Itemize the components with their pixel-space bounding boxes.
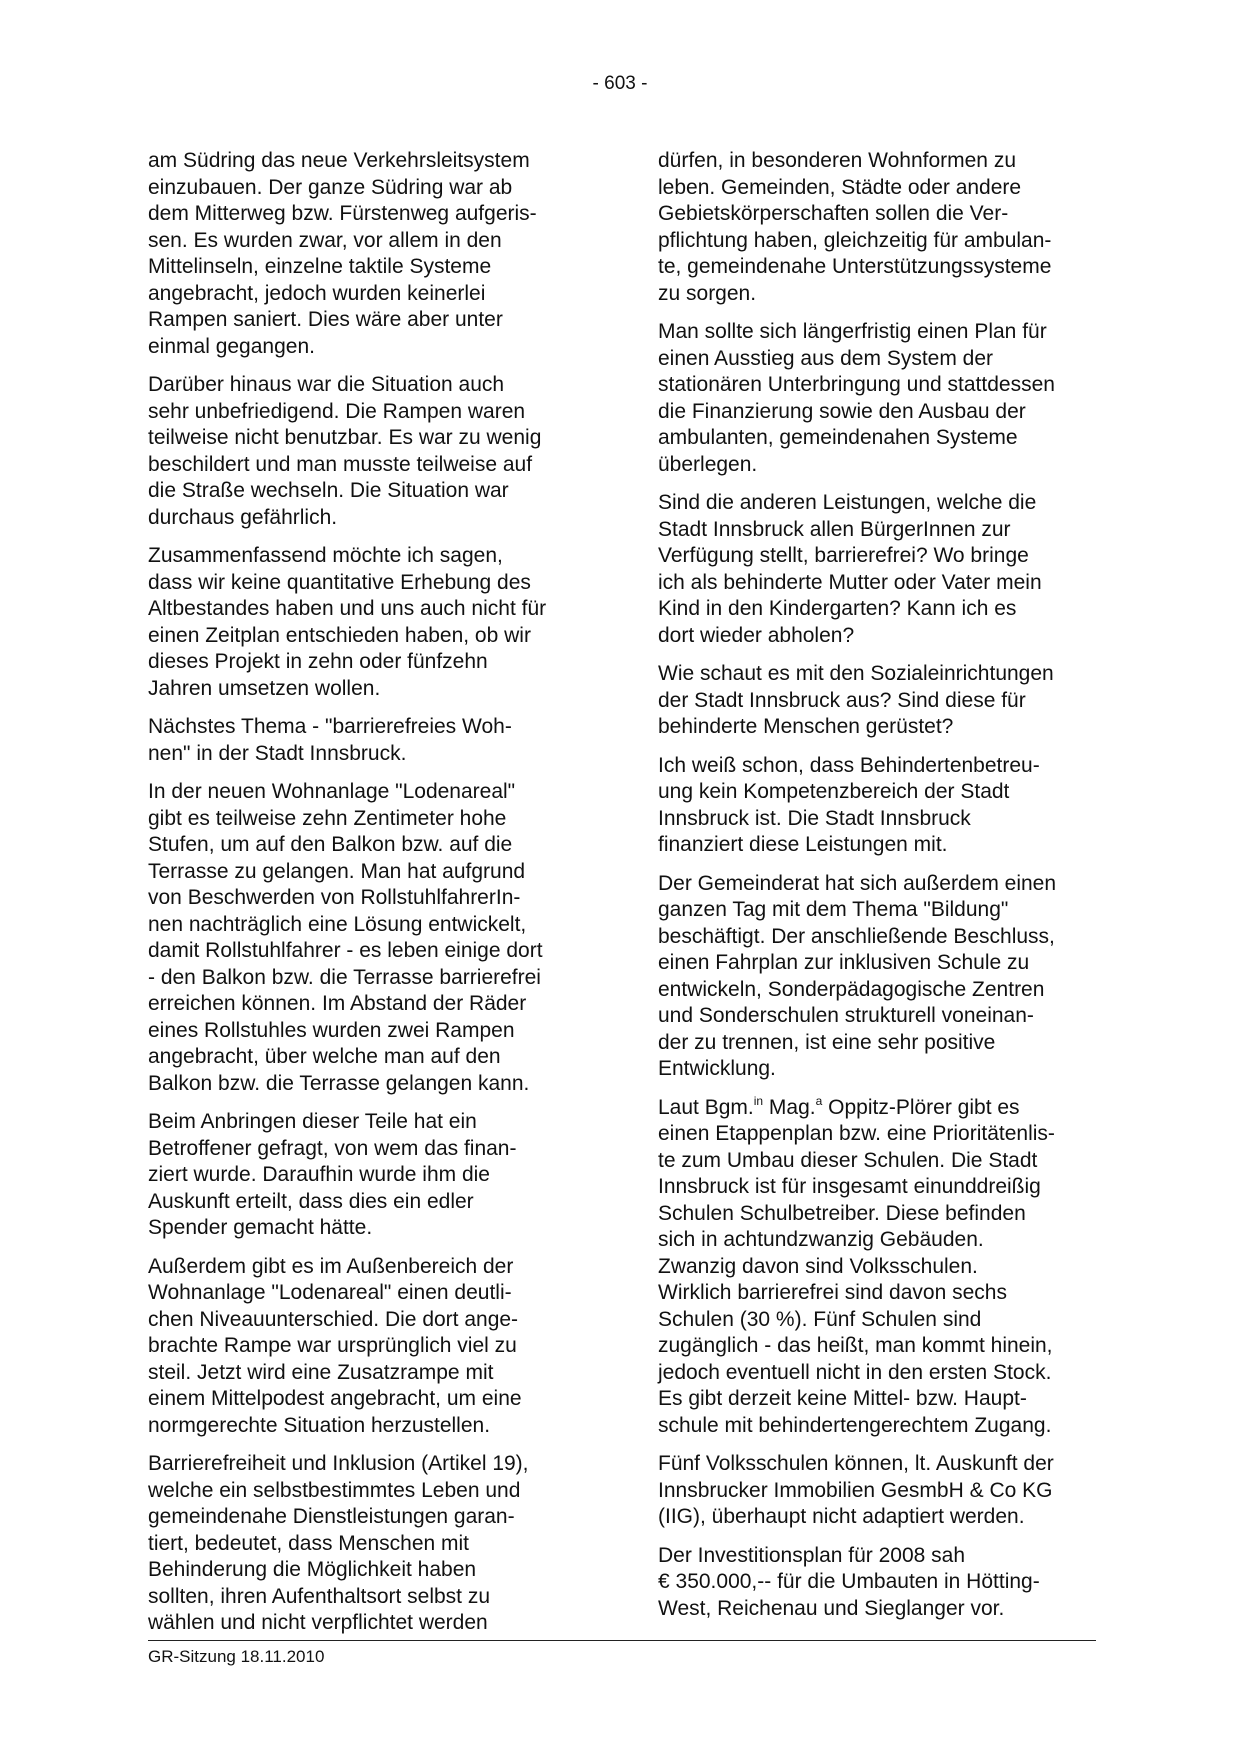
paragraph — [148, 543, 598, 702]
paragraph-line: Sind die anderen Leistungen, welche die — [658, 491, 1037, 514]
paragraph-line: - den Balkon bzw. die Terrasse barrierefrei — [148, 965, 541, 989]
paragraph-line: Nächstes Thema - "barrierefreies Woh- — [148, 715, 512, 738]
paragraph-line: In der neuen Wohnanlage "Lodenareal" — [148, 780, 516, 803]
right-column-intro — [658, 148, 1108, 1083]
paragraph-line: Jahren umsetzen wollen. — [148, 676, 381, 700]
paragraph — [658, 753, 1108, 859]
paragraph-line: tiert, bedeutet, dass Menschen mit — [148, 1531, 469, 1555]
paragraph-line: zu sorgen. — [658, 281, 757, 305]
text-run: Laut Bgm. — [658, 1095, 754, 1119]
paragraph — [658, 661, 1108, 741]
paragraph-line: (IIG), überhaupt nicht adaptiert werden. — [658, 1505, 1025, 1528]
paragraph-line: angebracht, über welche man auf den — [148, 1045, 501, 1068]
paragraph-line: die Straße wechseln. Die Situation war — [148, 479, 509, 502]
text-run: Mag. — [763, 1095, 816, 1119]
page-number: - 603 - — [592, 73, 648, 94]
paragraph-line: finanziert diese Leistungen mit. — [658, 833, 948, 856]
paragraph-line: einmal gegangen. — [148, 334, 315, 358]
paragraph-line: beschildert und man musste teilweise auf — [148, 452, 533, 476]
paragraph-line: te zum Umbau dieser Schulen. Die Stadt — [658, 1148, 1038, 1172]
paragraph-line: Spender gemacht hätte. — [148, 1216, 373, 1239]
paragraph-line: Innsbrucker Immobilien GesmbH & Co KG — [658, 1478, 1053, 1502]
paragraph-line: eines Rollstuhles wurden zwei Rampen — [148, 1018, 515, 1042]
paragraph-line: chen Niveauunterschied. Die dort ange- — [148, 1307, 519, 1331]
paragraph-line: dort wieder abholen? — [658, 623, 855, 647]
paragraph-line: sehr unbefriedigend. Die Rampen waren — [148, 399, 526, 423]
paragraph-line: Mittelinseln, einzelne taktile Systeme — [148, 255, 492, 278]
paragraph-laut-bgm — [658, 1095, 1108, 1440]
paragraph-line — [658, 1095, 1108, 1122]
paragraph-line: leben. Gemeinden, Städte oder andere — [658, 175, 1022, 199]
paragraph-line: überlegen. — [658, 452, 758, 476]
paragraph-line: nen nachträglich eine Lösung entwickelt, — [148, 912, 527, 936]
paragraph-line: Gebietskörperschaften sollen die Ver- — [658, 202, 1009, 225]
paragraph-line: Terrasse zu gelangen. Man hat aufgrund — [148, 859, 526, 883]
paragraph-line: Behinderung die Möglichkeit haben — [148, 1558, 477, 1581]
paragraph — [658, 1543, 1108, 1623]
paragraph — [658, 148, 1108, 307]
paragraph-line: ich als behinderte Mutter oder Vater mein — [658, 570, 1042, 594]
paragraph-line: Es gibt derzeit keine Mittel- bzw. Haupt- — [658, 1387, 1027, 1410]
paragraph-line: jedoch eventuell nicht in den ersten Stock. — [658, 1360, 1052, 1384]
paragraph-line: Verfügung stellt, barrierefrei? Wo bringe — [658, 544, 1029, 567]
paragraph — [658, 490, 1108, 649]
paragraph — [148, 1254, 598, 1440]
paragraph-line: Innsbruck ist für insgesamt einunddreißig — [658, 1175, 1041, 1198]
paragraph-line: ganzen Tag mit dem Thema "Bildung" — [658, 898, 1009, 921]
paragraph-line: sich in achtundzwanzig Gebäuden. — [658, 1228, 984, 1251]
paragraph-line: Darüber hinaus war die Situation auch — [148, 373, 505, 396]
paragraph-line: einen Etappenplan bzw. eine Prioritätenlis- — [658, 1122, 1055, 1145]
paragraph-line: am Südring das neue Verkehrsleitsystem — [148, 149, 530, 172]
paragraph-line: Fünf Volksschulen können, lt. Auskunft der — [658, 1452, 1054, 1475]
paragraph — [148, 714, 598, 767]
paragraph-line: Stadt Innsbruck allen BürgerInnen zur — [658, 517, 1011, 541]
paragraph-line: Zusammenfassend möchte ich sagen, — [148, 544, 503, 567]
paragraph-line: erreichen können. Im Abstand der Räder — [148, 992, 527, 1015]
paragraph — [658, 1451, 1108, 1531]
paragraph-line: der zu trennen, ist eine sehr positive — [658, 1030, 996, 1054]
paragraph-line: damit Rollstuhlfahrer - es leben einige dort — [148, 939, 543, 962]
paragraph-line: Stufen, um auf den Balkon bzw. auf die — [148, 833, 513, 856]
paragraph — [148, 1109, 598, 1242]
paragraph-line: Entwicklung. — [658, 1057, 776, 1080]
paragraph — [658, 871, 1108, 1083]
paragraph-line: ziert wurde. Daraufhin wurde ihm die — [148, 1163, 490, 1186]
paragraph — [148, 372, 598, 531]
paragraph-line: Wie schaut es mit den Sozialeinrichtungen — [658, 662, 1054, 685]
paragraph-line: Beim Anbringen dieser Teile hat ein — [148, 1110, 477, 1133]
superscript-in: in — [753, 1093, 764, 1108]
paragraph-line: Schulen Schulbetreiber. Diese befinden — [658, 1201, 1026, 1225]
text-run: Oppitz-Plörer gibt es — [822, 1095, 1020, 1119]
paragraph-line: einen Zeitplan entschieden haben, ob wir — [148, 623, 531, 647]
paragraph-line: Außerdem gibt es im Außenbereich der — [148, 1254, 514, 1278]
paragraph-line: durchaus gefährlich. — [148, 505, 338, 529]
paragraph-line: Rampen saniert. Dies wäre aber unter — [148, 308, 503, 331]
paragraph-line: von Beschwerden von RollstuhlfahrerIn- — [148, 886, 521, 909]
paragraph-line: Wohnanlage "Lodenareal" einen deutli- — [148, 1281, 512, 1304]
paragraph-line: Schulen (30 %). Fünf Schulen sind — [658, 1307, 982, 1331]
left-text-column — [148, 148, 598, 1649]
paragraph-line: gemeindenahe Dienstleistungen garan- — [148, 1505, 515, 1528]
paragraph-line: wählen und nicht verpflichtet werden — [148, 1611, 488, 1634]
paragraph — [658, 319, 1108, 478]
paragraph-line: behinderte Menschen gerüstet? — [658, 715, 954, 738]
paragraph-line: beschäftigt. Der anschließende Beschluss, — [658, 924, 1055, 948]
paragraph-line: Zwanzig davon sind Volksschulen. — [658, 1254, 978, 1278]
paragraph-line: zugänglich - das heißt, man kommt hinein, — [658, 1334, 1053, 1357]
right-column-tail — [658, 1451, 1108, 1622]
paragraph-line: Wirklich barrierefrei sind davon sechs — [658, 1281, 1007, 1304]
paragraph-line: einen Fahrplan zur inklusiven Schule zu — [658, 951, 1030, 974]
paragraph-line: nen" in der Stadt Innsbruck. — [148, 741, 407, 765]
paragraph-line: ung kein Kompetenzbereich der Stadt — [658, 780, 1010, 803]
paragraph-line: und Sonderschulen strukturell voneinan- — [658, 1004, 1034, 1027]
paragraph-line: sollten, ihren Aufenthaltsort selbst zu — [148, 1584, 491, 1608]
paragraph-line: Ich weiß schon, dass Behindertenbetreu- — [658, 753, 1040, 777]
paragraph-line: Auskunft erteilt, dass dies ein edler — [148, 1189, 474, 1213]
paragraph-line: angebracht, jedoch wurden keinerlei — [148, 281, 486, 305]
footer-divider — [148, 1640, 1096, 1641]
paragraph-line: € 350.000,-- für die Umbauten in Hötting- — [658, 1570, 1040, 1593]
paragraph-line: entwickeln, Sonderpädagogische Zentren — [658, 977, 1045, 1001]
paragraph-line: Der Gemeinderat hat sich außerdem einen — [658, 871, 1057, 895]
paragraph-line: te, gemeindenahe Unterstützungssysteme — [658, 255, 1052, 278]
paragraph-line: Balkon bzw. die Terrasse gelangen kann. — [148, 1071, 530, 1095]
paragraph-line: normgerechte Situation herzustellen. — [148, 1413, 491, 1437]
paragraph-line: der Stadt Innsbruck aus? Sind diese für — [658, 688, 1026, 712]
paragraph-line: brachte Rampe war ursprünglich viel zu — [148, 1334, 517, 1357]
paragraph-line: teilweise nicht benutzbar. Es war zu wenig — [148, 426, 542, 449]
paragraph-line: gibt es teilweise zehn Zentimeter hohe — [148, 806, 507, 830]
superscript-a: a — [815, 1093, 823, 1108]
paragraph-line: Man sollte sich längerfristig einen Plan für — [658, 320, 1047, 343]
paragraph-line: dem Mitterweg bzw. Fürstenweg aufgeris- — [148, 202, 537, 225]
paragraph-line: Innsbruck ist. Die Stadt Innsbruck — [658, 806, 971, 830]
paragraph-line: die Finanzierung sowie den Ausbau der — [658, 399, 1026, 423]
paragraph-line: Betroffener gefragt, von wem das finan- — [148, 1136, 517, 1160]
paragraph-line: pflichtung haben, gleichzeitig für ambulan- — [658, 228, 1052, 252]
paragraph — [148, 1451, 598, 1637]
paragraph-line: dieses Projekt in zehn oder fünfzehn — [148, 650, 488, 673]
paragraph-line: einen Ausstieg aus dem System der — [658, 346, 994, 370]
paragraph-line: West, Reichenau und Sieglanger vor. — [658, 1596, 1005, 1620]
paragraph-line: ambulanten, gemeindenahen Systeme — [658, 426, 1018, 449]
paragraph-line: welche ein selbstbestimmtes Leben und — [148, 1478, 521, 1502]
paragraph-line: einzubauen. Der ganze Südring war ab — [148, 175, 513, 199]
paragraph-line: Der Investitionsplan für 2008 sah — [658, 1543, 966, 1567]
paragraph — [148, 148, 598, 360]
paragraph-line: Barrierefreiheit und Inklusion (Artikel 19), — [148, 1452, 529, 1475]
paragraph-line: stationären Unterbringung und stattdessen — [658, 373, 1055, 396]
paragraph-line: schule mit behindertengerechtem Zugang. — [658, 1413, 1052, 1437]
paragraph-line: einem Mittelpodest angebracht, um eine — [148, 1387, 522, 1410]
paragraph-line: dürfen, in besonderen Wohnformen zu — [658, 149, 1017, 172]
paragraph-line: Kind in den Kindergarten? Kann ich es — [658, 597, 1017, 620]
right-text-column — [658, 148, 1108, 1634]
paragraph — [148, 779, 598, 1097]
paragraph-line: dass wir keine quantitative Erhebung des — [148, 570, 531, 594]
paragraph-line: steil. Jetzt wird eine Zusatzrampe mit — [148, 1360, 494, 1384]
paragraph-line: Altbestandes haben und uns auch nicht für — [148, 597, 547, 620]
paragraph-line: sen. Es wurden zwar, vor allem in den — [148, 228, 502, 252]
footer-session-date: GR-Sitzung 18.11.2010 — [148, 1647, 325, 1666]
